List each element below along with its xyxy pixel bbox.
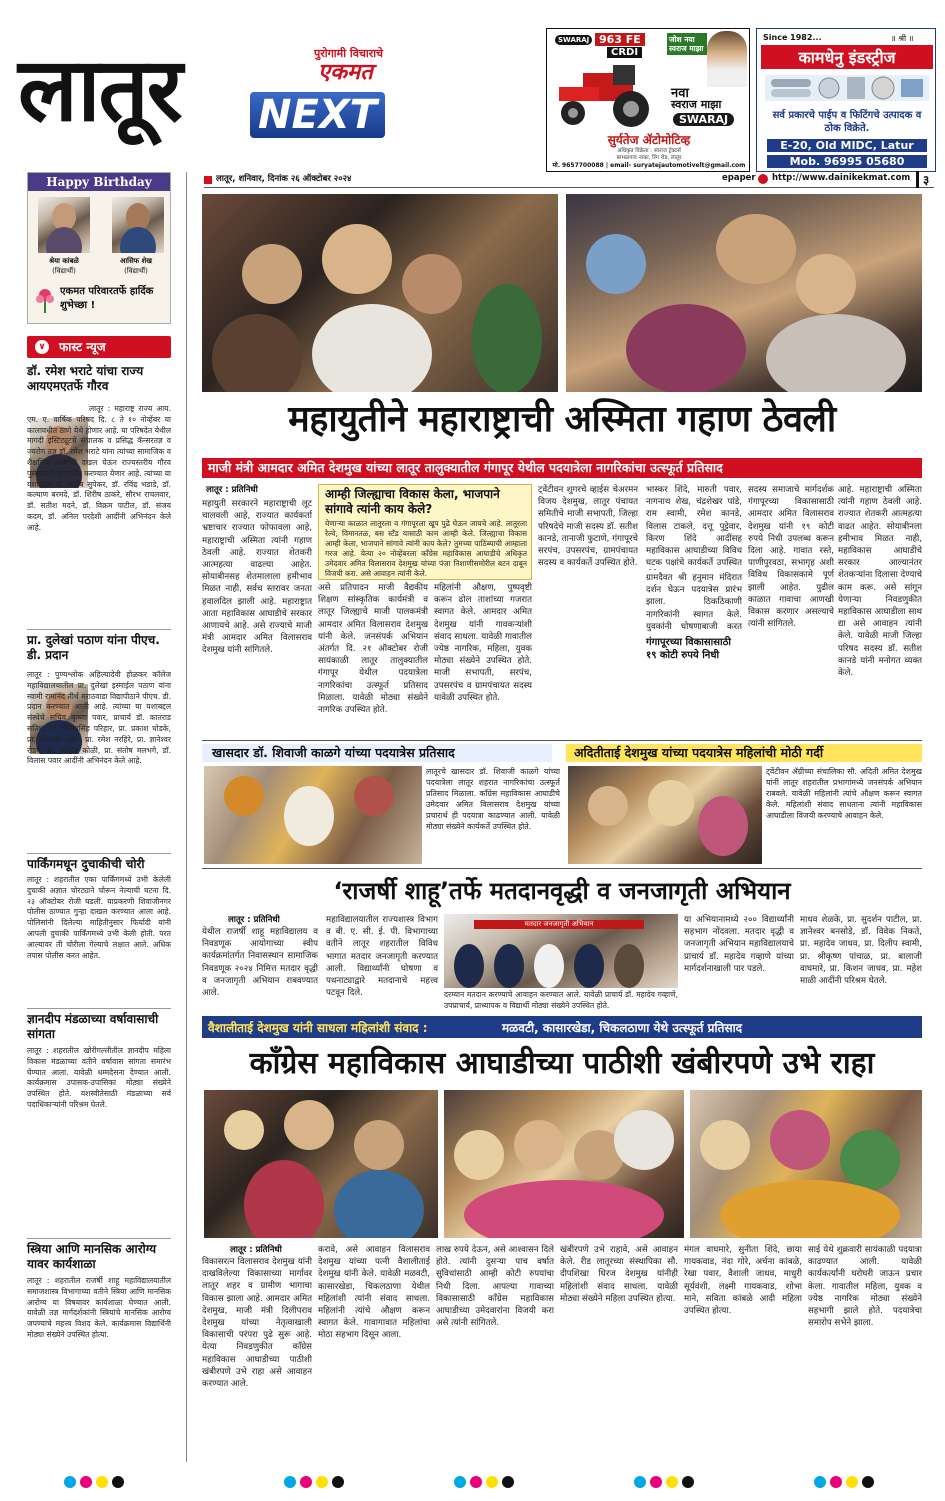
tractor-dealer-sub: अधिकृत विक्रेता : स्वराज ट्रॅक्टर्स (617, 148, 681, 154)
story1-subhead-funds: गंगापूरच्या विकासासाठी १९ कोटी रुपये निधी (646, 637, 731, 661)
story2-photo (204, 766, 422, 864)
tractor-swaraj-logo: SWARAJ (673, 113, 734, 126)
story4-col2: महाविद्यालयातील राज्यशास्त्र विभाग व बी. ए. सी. ई. पी. विभागाच्या वतीने लातूर शहरातील विविध भागात मतदार जनजागृती करण्यात आली. विद्यार्थ्यांनी घोषणा व पथनाट्याद्वारे मतदानाचे महत्त्व पटवून दिले. (326, 915, 438, 999)
fast-news-1-body: लातूर : महाराष्ट्र राज्य आय. एम. ए. वार्षिक परिषद दि. ८ ते १० नोव्हेंबर या कालावधीत ठाणे येथे होणार आहे. या परिषदेत येथील मागदी इंस्टिट्यूटचे संचालक व प्रसिद्ध कॅन्सरतज्ञ व ज्यरोग तज्ञ डॉ. रमेश भराटे यांना त्यांच्या सामाजिक व शैक्षणिक कार्याची दखल घेऊन राज्यस्तरीय गौरव पुरस्काराने सन्मानित करण्यात येणार आहे. त्यांच्या या यशाबद्दल डॉ. संतोष सुपेकर, डॉ. रविंद्र भडाडे, डॉ. कल्याण बरमदे, डॉ. शिरीष ठाकरे, सौरभ राचलवार, डॉ. सतीश मदने, डॉ. विक्रम पाटील, डॉ. संजय कदम, डॉ. अनिल परदेशी आदींनी अभिनंदन केले आहे. (27, 404, 171, 532)
kamdhenu-name: कामधेनु इंडस्ट्रीज (761, 45, 933, 69)
masthead-logo-main: लातूर (18, 38, 181, 141)
tractor-nava: नवा (671, 86, 689, 101)
story4-col1: येथील राजर्षी शाहू महाविद्यालय व निवडणूक आयोगाच्या स्वीप कार्यक्रमांतर्गत निवासस्थान सामाजिक निवडणूक २०२४ निमित्त मतदार वृद्धी व जनजागृती अभियान राबवण्यात आले. (202, 927, 318, 999)
story1-subhead: माजी मंत्री आमदार अमित देशमुख यांच्या लातूर तालुक्यातील गंगापूर येथील पदयात्रेला नागरिकांचा उत्स्फूर्त प्रतिसाद (202, 458, 922, 478)
banner-strip-right: मळवटी, कासारखेडा, चिकलठाणा येथे उत्स्फूर्त प्रतिसाद (502, 1021, 743, 1035)
tractor-image (553, 63, 663, 129)
story1-col1: महायुती सरकारने महाराष्ट्राची लूट चालवली आहे, राज्यात कार्यकर्ता भ्रष्टाचार राज्यात फोफावला आहे, महाराष्ट्राची अस्मिता त्यांनी गहाण ठेवली आहे. राज्यात शेतकरी आत्महत्या वाढल्या आहेत. सोयाबीनसह शेतमालाला हमीभाव मिळत नाही, सर्वच स्तरावर जनता हवालदिल झाली आहे. महाराष्ट्रात आता महाविकास आघाडीचे सरकार आणायचे आहे. असे राज्याचे माजी मंत्री आमदार अमित विलासराव देशमुख यांनी सांगितले. (202, 499, 312, 656)
story5-col5: मंगल वाघमारे, सुनीता शिंदे, छाया गायकवाड, नंदा गोरे, अर्चना कांबळे, रेखा पवार, वैशाली जाधव, माधुरी सूर्यवंशी, लक्ष्मी गायकवाड, शोभा माने, सविता कांबळे आदी महिला उपस्थित होत्या. (684, 1245, 802, 1317)
story1-photo-right (566, 194, 922, 392)
masthead-tagline: पुरोगामी विचाराचे (314, 47, 384, 60)
story1-box (318, 484, 532, 580)
story4-headline: ‘राजर्षी शाहू’तर्फे मतदानवृद्धी व जनजागृती अभियान (333, 877, 791, 905)
story5-col6: साई येथे शुक्रवारी सायंकाळी पदयात्रा काढण्यात आली. यावेळी कार्यकर्त्यांनी घरोघरी जाऊन प्रचार केला. गावातील महिला, युवक व ज्येष्ठ नागरिक मोठ्या संख्येने सहभागी झाले होते. पदयात्रेचा समारोप सभेने झाला. (808, 1245, 922, 1329)
tractor-brand-badge: SWARAJ (555, 35, 592, 45)
dateline-bar (204, 172, 934, 188)
banner-strip (202, 1016, 922, 1038)
story4-photo (444, 914, 678, 988)
fast-news-3-headline: पार्किंगमधून दुचाकीची चोरी (27, 857, 145, 871)
story1-photo-left (202, 194, 558, 392)
fast-news-4-headline: ज्ञानदीप मंडळाच्या वर्षावासाची सांगता (27, 1012, 159, 1041)
ad-kamdhenu[interactable] (756, 28, 936, 172)
story5-col4: खंबीरपणे उभे राहावे, असे आवाहन केले. रीड लातूरच्या संस्थापिका सौ. दीपशिखा धिरज देशमुख यांनीही महिलांशी संवाद साधला. यावेळी मोठ्या संख्येने महिला उपस्थित होत्या. (560, 1245, 678, 1304)
birthday-role-1: (विद्यार्थी) (52, 267, 76, 275)
story4-dateline: लातूर : प्रतिनिधी (228, 915, 280, 925)
kamdhenu-pipes-image (765, 69, 929, 107)
story1-box-body: येणाऱ्या काळात लातूरला व गंगापूरला खूप पुढे घेऊन जायचे आहे. लातूरला रेल्वे, विमानतळ, बस स्टँड यासाठी काम आम्ही केले. जिल्ह्याचा विकास आम्ही केला, भाजपाने सांगावे त्यांनी काय केले? तुमच्या पाठिंब्याची आम्हाला गरज आहे. येत्या २० नोव्हेंबरला काँग्रेस महाविकास आघाडीचे अधिकृत उमेदवार अमित विलासराव देशमुख यांच्या पंजा निशाणीसमोरील बटन दाबून विजयी करा. असे आवाहन त्यांनी केले. (325, 519, 527, 578)
birthday-photo-2 (112, 197, 164, 253)
tractor-slogan: जोश नया स्वराज माझा (667, 33, 707, 55)
story4-caption: दरम्यान मतदान करण्याचे आवाहन करण्यात आले. यावेळी प्राचार्य डॉ. महादेव गव्हाणे, उपप्राचार्य, प्राध्यापक व विद्यार्थी मोठ्या संख्येने उपस्थित होते. (444, 990, 678, 1010)
masthead-brand: एकमत (318, 60, 373, 85)
dateline-epaper: epaper (722, 173, 756, 183)
story1-col2: असे प्रतिपादन माजी वैद्यकीय शिक्षण सांस्कृतिक कार्यमंत्री व लातूर जिल्ह्याचे माजी पालकमंत्री आमदार अमित विलासराव देशमुख यांनी केले. जनसंपर्क अभियान अंतर्गत दि. २१ ऑक्टोबर रोजी सायंकाळी लातूर तालुक्यातील गंगापूर येथील पदयात्रेला नागरिकांचा उत्स्फूर्त प्रतिसाद मिळाला. यावेळी मोठ्या संख्येने नागरिक उपस्थित होते. (318, 583, 428, 716)
tractor-swaraj-majha: स्वराज माझा (671, 98, 722, 111)
story1-col6: सदस्य समाजाचे मार्गदर्शक गंगापूरच्या विकासासाठी आमदार अमित विलासराव देशमुख यांनी १९ कोटी रुपये निधी उपलब्ध करून दिला आहे. गावात रस्ते, पाणीपुरवठा, सभागृह अशी विविध विकासकामे पूर्ण झाली आहेत. पुढील काळात गावाचा आणखी विकास करणार असल्याचे त्यांनी सांगितले. (748, 485, 834, 630)
banner-strip-left: वैशालीताई देशमुख यांनी साधला महिलांशी संवाद : (208, 1021, 428, 1035)
chevron-down-icon: ∨ (35, 340, 49, 354)
story3-headline: अदितीताई देशमुख यांच्या पदयात्रेस महिलांची मोठी गर्दी (566, 744, 922, 762)
fast-news-2-body: लातूर : पुण्यश्लोक अहिल्यादेवी होळकर कॉलेज महाविद्यालयातील प्रा. दुलेखां इस्माईल पठाण यांना स्वामी रामानंद तीर्थ मराठवाडा विद्यापीठाने पीएच. डी. प्रदान करण्यात आली आहे. त्यांच्या या यशाबद्दल संस्थेचे सचिव कृष्णा पवार, प्राचार्य डॉ. कातराड सतिश, प्रा. विजयसिंह परिहार, प्रा. प्रकाश घोडके, प्रा. सोमनाथ अडेर, प्रा. रमेश नरहिरे, प्रा. ज्ञानेश्वर रोडगे, प्रा. अशोक कोळी, प्रा. संतोष मलभगे, डॉ. विलास पवार आदींनी अभिनंदन केले आहे. (27, 670, 171, 766)
story3-body: ट्वेंटीवन ॲग्रीच्या संचालिका सौ. अदिती अमित देशमुख यांनी लातूर शहरातील प्रभागांमध्ये जनसंपर्क अभियान राबवले. यावेळी महिलांनी त्यांचे औक्षण करून स्वागत केले. महिलांशी संवाद साधताना त्यांनी महाविकास आघाडीला विजयी करण्याचे आवाहन केले. (766, 767, 922, 820)
masthead (0, 0, 540, 165)
story1-col5b: ग्रामदैवत श्री हनुमान मंदिरात दर्शन घेऊन पदयात्रेस प्रारंभ झाला. ठिकठिकाणी नागरिकांनी स्वागत केले. युवकांनी घोषणाबाजी करत (646, 573, 742, 632)
fast-news-4-body: लातूर : शहरातील खोरीगल्लीतील ज्ञानदीप महिला विकास मंडळाच्या वतीने वर्षावास सांगता समारंभ घेण्यात आला. यावेळी धम्मदेसना देण्यात आली. कार्यक्रमास उपासक-उपासिका मोठ्या संख्येने उपस्थित होते. यशस्वीतेसाठी मंडळाच्या सर्व पदाधिकाऱ्यांनी परिश्रम घेतले. (27, 1046, 171, 1109)
fast-news-2-headline: प्रा. दुलेखां पठाण यांना पीएच. डी. प्रदान (27, 633, 160, 662)
story1-col5: भास्कर शिंदे, मारुती पवार, नागनाथ शेख, चंद्रशेखर पांडे, राम स्वामी, रमेश कानडे, विलास टाकले, दत्तू पुट्टेवार, किरण शिंदे आदींसह महाविकास आघाडीच्या विविध घटक पक्षांचे कार्यकर्ते उपस्थित (646, 485, 742, 569)
fast-news-5-headline: स्त्रिया आणि मानसिक आरोग्य यावर कार्यशाळा (27, 1242, 157, 1271)
tractor-address: बाभळगाव नाका, रिंग रोड, लातूर (616, 155, 682, 161)
story5-headline: काँग्रेस महाविकास आघाडीच्या पाठीशी खंबीरपणे उभे राहा (249, 1046, 875, 1081)
birthday-box (27, 172, 171, 324)
story5-col3: लाख रुपये देऊन, असे आश्वासन दिले होते. त्यांनी दुसऱ्या पाच वर्षात सुविधांसाठी आम्ही कोटी रुपयांचा निधी दिला. आपल्या गावाच्या विकासासाठी काँग्रेस महाविकास आघाडीच्या उमेदवारांना विजयी करा असे त्यांनी सांगितले. (436, 1245, 554, 1329)
story1-col3: महिलांनी औक्षण, पुष्पवृष्टी करून ढोल ताशांच्या गजरात स्वागत केले. आमदार अमित देशमुख यांनी गावकऱ्यांशी संवाद साधला. यावेळी गावातील ज्येष्ठ नागरिक, महिला, युवक मोठ्या संख्येने उपस्थित होते. माजी सभापती, सरपंच, उपसरपंच व ग्रामपंचायत सदस्य यावेळी उपस्थित होते. (434, 583, 532, 703)
dateline-url[interactable]: http://www.dainikekmat.com (772, 173, 911, 183)
story4-col4: माधव शेळके, प्रा. सुदर्शन पाटील, प्रा. ज्ञानेश्वर बनसोडे, डॉ. विवेक निकते, प्रा. महादेव जाधव, प्रा. दिलीप स्वामी, प्रा. श्रीकृष्ण पांचाळ, प्रा. बालाजी वाघमारे, प्रा. किशन जाधव, प्रा. महेश माळी आदींनी परिश्रम घेतले. (800, 915, 922, 987)
birthday-name-2: आसिफ शेख (119, 257, 153, 265)
story5-photo-left (204, 1090, 438, 1238)
tractor-contact: मो. 9657700088 | email- suryatejautomotivelt@gmail.com (552, 162, 746, 169)
dateline-bullet (204, 176, 212, 184)
story1-headline: महायुतीने महाराष्ट्राची अस्मिता गहाण ठेवली (288, 399, 836, 440)
story5-photo-mid (444, 1090, 684, 1238)
story2-body: लातूरचे खासदार डॉ. शिवाजी काळगे यांच्या पदयात्रेला लातूर शहरात नागरिकांचा उत्स्फूर्त प्रतिसाद मिळाला. काँग्रेस महाविकास आघाडीचे उमेदवार अमित विलासराव देशमुख यांच्या प्रचारार्थ ही पदयात्रा काढण्यात आली. यावेळी मोठ्या संख्येने कार्यकर्ते उपस्थित होते. (426, 767, 560, 831)
fast-news-header (27, 336, 171, 358)
birthday-photo-1 (38, 197, 90, 253)
story3-photo (568, 766, 762, 864)
flower-icon (34, 287, 56, 313)
story5-col1: विकासरत्न विलासराव देशमुख यांनी दाखविलेल्या विकासाच्या मार्गावर लातूर शहर व ग्रामीण भागाचा विकास झाला आहे. आमदार अमित देशमुख, माजी मंत्री दिलीपराव देशमुख यांच्या नेतृत्वाखाली विकासाची परंपरा पुढे सुरू आहे. येत्या निवडणुकीत काँग्रेस महाविकास आघाडीच्या पाठीशी खंबीरपणे उभे राहा असे आवाहन करण्यात आले. (202, 1257, 312, 1390)
story1-dateline: लातूर : प्रतिनिधी (206, 485, 258, 495)
page-number: ३ (916, 171, 929, 188)
dateline-text: लातूर, शनिवार, दिनांक २६ ऑक्टोबर २०२४ (216, 174, 352, 184)
kamdhenu-mobile: Mob. 96995 05680 (767, 155, 927, 168)
kamdhenu-om: ॥ श्री ॥ (891, 34, 914, 43)
fast-news-title: फास्ट न्यूज (59, 340, 106, 354)
story5-col2: करावे, असे आवाहन विलासराव देशमुख यांच्या पत्नी वैशालीताई देशमुख यांनी केले. यावेळी मळवटी, कासारखेडा, चिकलठाणा येथील महिलांशी त्यांनी संवाद साधला. महिलांनी त्यांचे औक्षण करून स्वागत केले. गावागावात महिलांचा मोठा सहभाग दिसून आला. (318, 1245, 430, 1341)
registration-dots (0, 1462, 945, 1501)
birthday-role-2: (विद्यार्थी) (124, 267, 148, 275)
birthday-wish: एकमत परिवारतर्फे हार्दिक शुभेच्छा ! (60, 286, 154, 311)
globe-icon (758, 174, 768, 184)
birthday-name-1: श्रेया कांबळे (49, 257, 79, 265)
tractor-variant: CRDI (607, 47, 642, 58)
story1-col7: आहे. महाराष्ट्राची अस्मिता त्यांनी गहाण ठेवली आहे. राज्यात शेतकरी आत्महत्या वाढत आहेत. सोयाबीनला हमीभाव मिळत नाही, महाविकास आघाडीचे सरकार आल्यानंतर शेतकऱ्यांना दिलासा देण्याचे काम करू. असे सांगून येणाऱ्या निवडणुकीत महाविकास आघाडीला साथ द्या असे आवाहन त्यांनी केले. यावेळी माजी जिल्हा परिषद सदस्य डॉ. सतीश कानडे यांनी मनोगत व्यक्त केले. (838, 485, 922, 679)
kamdhenu-tagline: सर्व प्रकारचे पाईप व फिटिंगचे उत्पादक व ठोक विक्रेते. (772, 110, 922, 134)
kamdhenu-address: E-20, Old MIDC, Latur (767, 139, 927, 152)
kamdhenu-since: Since 1982... (763, 33, 822, 42)
masthead-logo-next: NEXT (250, 92, 385, 138)
tractor-dealer: सुर्यतेज ॲटोमोटिव्ह (607, 133, 691, 147)
fast-news-1-headline: डॉ. रमेश भराटे यांचा राज्य आयएमएतर्फे गौरव (27, 364, 144, 393)
story5-photo-right (690, 1090, 922, 1238)
tractor-person-photo (707, 31, 747, 87)
story5-dateline: लातूर : प्रतिनिधी (230, 1245, 282, 1255)
story4-col3: या अभियानामध्ये २०० विद्यार्थ्यांनी सहभाग नोंदवला. मतदार वृद्धी व जनजागृती अभियान महाविद्यालयाचे प्राचार्य डॉ. महादेव गव्हाणे यांच्या मार्गदर्शनाखाली पार पडले. (684, 915, 794, 974)
fast-news-5-body: लातूर : शहरातील राजर्षी शाहू महाविद्यालयातील समाजशास्त्र विभागाच्या वतीने स्त्रिया आणि मानसिक आरोग्य या विषयावर कार्यशाळा घेण्यात आली. यावेळी तज्ञ मार्गदर्शकांनी स्त्रियांचे मानसिक आरोग्य जपण्याचे महत्त्व विशद केले. कार्यक्रमास विद्यार्थिनी मोठ्या संख्येने उपस्थित होत्या. (27, 1276, 171, 1339)
story1-box-headline: आम्ही जिल्ह्याचा विकास केला, भाजपाने सांगावे त्यांनी काय केले? (325, 487, 500, 516)
birthday-title: Happy Birthday (28, 173, 170, 191)
story1-col4: ट्वेंटीवन शुगरचे व्हाईस चेअरमन विजय देशमुख, लातूर पंचायत समितीचे माजी सभापती, जिल्हा परिषदेचे माजी सदस्य डॉ. सतीश कानडे, तानाजी फुटाणे, गंगापूरचे सरपंच, उपसरपंच, ग्रामपंचायत सदस्य व कार्यकर्ते उपस्थित होते. (538, 485, 638, 569)
story2-headline: खासदार डॉ. शिवाजी काळगे यांच्या पदयात्रेस प्रतिसाद (202, 744, 552, 762)
tractor-model: 963 FE (595, 33, 645, 46)
story4-banner: मतदार जनजागृती अभियान (474, 920, 644, 929)
ad-tractor[interactable] (546, 28, 750, 172)
fast-news-3-body: लातूर : शहरातील एका पार्किंगमध्ये उभी केलेली दुचाकी अज्ञात चोरट्याने चोरून नेल्याची घटना दि. २३ ऑक्टोबर रोजी घडली. याप्रकरणी शिवाजीनगर पोलीस ठाण्यात गुन्हा दाखल करण्यात आला आहे. पोलिसांनी दिलेल्या माहितीनुसार फिर्यादी यांनी आपली दुचाकी पार्किंगमध्ये उभी केली होती. परत आल्यावर ती चोरीला गेल्याचे लक्षात आले. अधिक तपास पोलीस करत आहेत. (27, 875, 171, 960)
